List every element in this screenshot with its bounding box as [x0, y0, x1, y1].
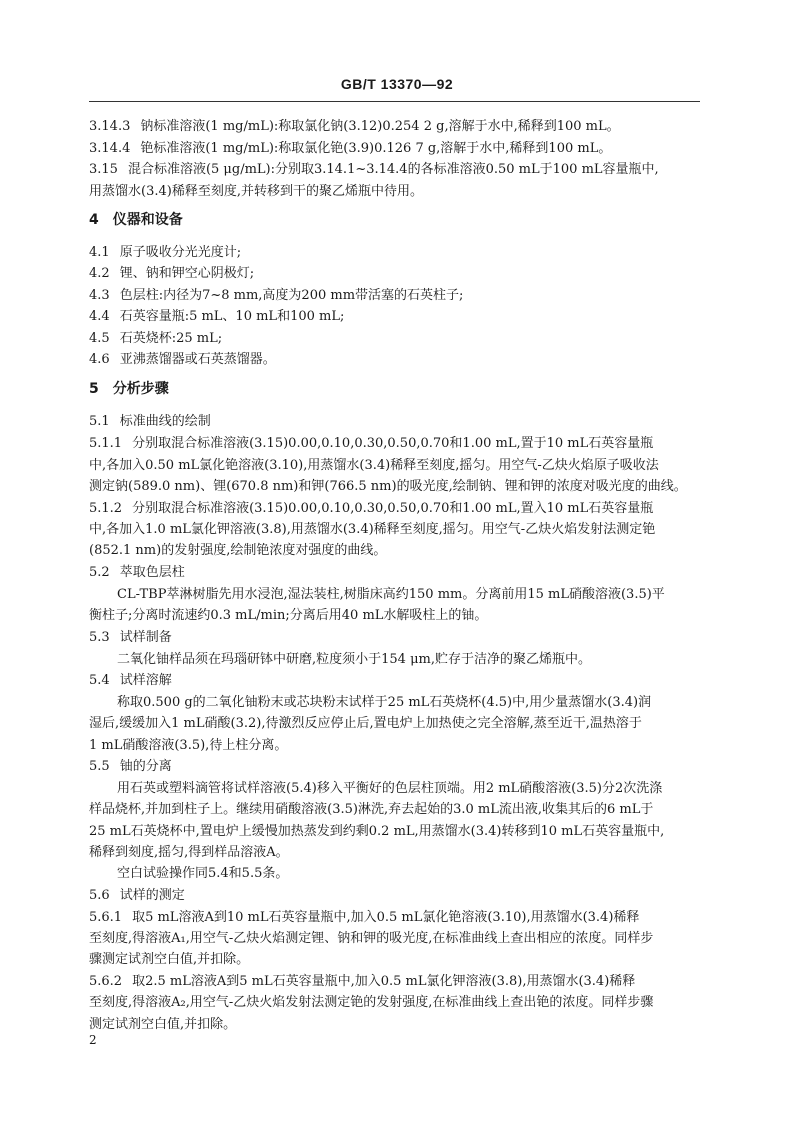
text-line: [117, 652, 591, 668]
clause-text: 湿后,缓缓加入1 mL硝酸(3.2),待激烈反应停止后,置电炉上加热使之完全溶解,蒸至近干,温热溶于: [89, 716, 642, 731]
clause-text: 测定试剂空白值,并扣除。: [89, 1017, 237, 1032]
clause-text: 中,各加入1.0 mL氯化钾溶液(3.8),用蒸馏水(3.4)稀释至刻度,摇匀。用空气-乙炔火焰发射法测定铯: [89, 522, 656, 537]
text-line: [89, 245, 241, 261]
text-line: [89, 716, 642, 732]
text-line: [89, 414, 211, 430]
clause-number: 5.1: [89, 414, 110, 429]
clause-text: 中,各加入0.50 mL氯化铯溶液(3.10),用蒸馏水(3.4)稀释至刻度,摇匀。用空气-乙炔火焰原子吸收法: [89, 458, 659, 473]
text-line: [89, 952, 249, 968]
clause-text: 分析步骤: [112, 381, 169, 397]
clause-number: 4.6: [89, 352, 110, 367]
text-line: [89, 910, 639, 926]
text-line: [117, 781, 662, 797]
clause-number: 4.5: [89, 331, 110, 346]
clause-number: 4.1: [89, 245, 110, 260]
clause-text: 试样的测定: [119, 888, 185, 903]
text-line: [89, 931, 653, 947]
text-line: [117, 587, 665, 603]
clause-text: 分别取混合标准溶液(3.15)0.00,0.10,0.30,0.50,0.70和1.00 mL,置于10 mL石英容量瓶: [132, 436, 654, 451]
clause-number: 5.1.1: [89, 436, 123, 451]
clause-number: 5.3: [89, 630, 110, 645]
clause-text: 稀释到刻度,摇匀,得到样品溶液A。: [89, 845, 289, 860]
text-line: [89, 888, 185, 904]
clause-number: 5.2: [89, 565, 110, 580]
clause-number: 3.14.3: [89, 119, 131, 134]
clause-number: 5.6.1: [89, 910, 123, 925]
text-line: [89, 522, 655, 538]
clause-text: 标准曲线的绘制: [119, 414, 211, 429]
text-line: [89, 141, 611, 157]
text-line: [89, 608, 487, 624]
clause-number: 5.4: [89, 673, 110, 688]
clause-text: 试样制备: [119, 630, 172, 645]
clause-text: 铀的分离: [119, 759, 172, 774]
text-line: [89, 565, 185, 581]
text-line: [89, 288, 463, 304]
clause-number: 4.3: [89, 288, 110, 303]
text-line: [89, 824, 664, 840]
text-line: [89, 802, 653, 818]
clause-text: 取5 mL溶液A到10 mL石英容量瓶中,加入0.5 mL氯化铯溶液(3.10),用蒸馏水(3.4)稀释: [132, 910, 640, 925]
text-line: [89, 352, 276, 368]
clause-text: CL-TBP萃淋树脂先用水浸泡,湿法装柱,树脂床高约150 mm。分离前用15 mL硝酸溶液(3.5)平: [117, 587, 665, 602]
text-line: [89, 479, 687, 495]
text-line: [89, 501, 653, 517]
clause-number: 5.5: [89, 759, 110, 774]
clause-text: 至刻度,得溶液A₂,用空气-乙炔火焰发射法测定铯的发射强度,在标准曲线上查出铯的浓度。同样步骤: [89, 995, 654, 1010]
clause-text: 用蒸馏水(3.4)稀释至刻度,并转移到干的聚乙烯瓶中待用。: [89, 184, 423, 199]
clause-text: 骤测定试剂空白值,并扣除。: [89, 952, 250, 967]
text-line: [89, 184, 423, 200]
text-line: [89, 995, 653, 1011]
text-line: [89, 759, 172, 775]
text-line: [117, 866, 288, 882]
text-line: [89, 436, 653, 452]
text-line: [89, 630, 172, 646]
text-line: [117, 695, 651, 711]
text-line: [89, 331, 222, 347]
clause-text: (852.1 nm)的发射强度,绘制铯浓度对强度的曲线。: [89, 543, 387, 558]
clause-text: 用石英或塑料滴管将试样溶液(5.4)移入平衡好的色层柱顶端。用2 mL硝酸溶液(3.5)分2次洗涤: [117, 781, 663, 796]
text-line: [89, 458, 659, 474]
clause-number: 3.15: [89, 162, 118, 177]
clause-text: 样品烧杯,并加到柱子上。继续用硝酸溶液(3.5)淋洗,弃去起始的3.0 mL流出液,收集其后的6 mL于: [89, 802, 654, 817]
text-line: [89, 1017, 236, 1033]
clause-text: 二氧化铀样品须在玛瑙研钵中研磨,粒度须小于154 μm,贮存于洁净的聚乙烯瓶中。: [117, 652, 591, 667]
text-line: [89, 266, 254, 282]
clause-text: 空白试验操作同5.4和5.5条。: [117, 866, 289, 881]
text-line: [89, 162, 659, 178]
clause-text: 至刻度,得溶液A₁,用空气-乙炔火焰测定锂、钠和钾的吸光度,在标准曲线上查出相应的浓度。同样步: [89, 931, 654, 946]
header-rule: [89, 101, 700, 102]
clause-text: 石英容量瓶:5 mL、10 mL和100 mL;: [119, 309, 345, 324]
clause-text: 试样溶解: [119, 673, 172, 688]
clause-text: 混合标准溶液(5 μg/mL):分别取3.14.1~3.14.4的各标准溶液0.50 mL于100 mL容量瓶中,: [127, 162, 659, 177]
page-number: 2: [89, 1033, 97, 1047]
clause-number: 4.2: [89, 266, 110, 281]
standard-header: GB/T 13370—92: [340, 76, 454, 92]
text-line: [89, 309, 344, 325]
clause-text: 取2.5 mL溶液A到5 mL石英容量瓶中,加入0.5 mL氯化钾溶液(3.8),用蒸馏水(3.4)稀释: [132, 974, 636, 989]
clause-text: 铯标准溶液(1 mg/mL):称取氯化铯(3.9)0.126 7 g,溶解于水中,稀释到100 mL。: [140, 141, 612, 156]
clause-number: 4: [89, 212, 99, 228]
section-heading: [89, 381, 169, 397]
clause-text: 衡柱子;分离时流速约0.3 mL/min;分离后用40 mL水解吸柱上的铀。: [89, 608, 488, 623]
text-line: [89, 845, 289, 861]
clause-number: 5: [89, 381, 99, 397]
text-line: [89, 543, 386, 559]
clause-number: 4.4: [89, 309, 110, 324]
clause-text: 锂、钠和钾空心阴极灯;: [119, 266, 255, 281]
clause-text: 测定钠(589.0 nm)、锂(670.8 nm)和钾(766.5 nm)的吸光度,绘制钠、锂和钾的浓度对吸光度的曲线。: [89, 479, 687, 494]
clause-number: 5.1.2: [89, 501, 123, 516]
clause-text: 石英烧杯:25 mL;: [119, 331, 223, 346]
clause-text: 钠标准溶液(1 mg/mL):称取氯化钠(3.12)0.254 2 g,溶解于水中,稀释到100 mL。: [140, 119, 620, 134]
text-line: [89, 974, 635, 990]
clause-text: 萃取色层柱: [119, 565, 185, 580]
clause-text: 色层柱:内径为7~8 mm,高度为200 mm带活塞的石英柱子;: [119, 288, 464, 303]
clause-text: 仪器和设备: [112, 212, 183, 228]
text-line: [89, 673, 172, 689]
clause-text: 原子吸收分光光度计;: [119, 245, 242, 260]
clause-text: 称取0.500 g的二氧化铀粉末或芯块粉末试样于25 mL石英烧杯(4.5)中,用少量蒸馏水(3.4)润: [117, 695, 652, 710]
clause-text: 分别取混合标准溶液(3.15)0.00,0.10,0.30,0.50,0.70和1.00 mL,置入10 mL石英容量瓶: [132, 501, 654, 516]
text-line: [89, 119, 620, 135]
clause-text: 1 mL硝酸溶液(3.5),待上柱分离。: [89, 738, 288, 753]
clause-number: 5.6: [89, 888, 110, 903]
clause-text: 25 mL石英烧杯中,置电炉上缓慢加热蒸发到约剩0.2 mL,用蒸馏水(3.4)转移到10 mL石英容量瓶中,: [89, 824, 665, 839]
clause-number: 3.14.4: [89, 141, 131, 156]
clause-text: 亚沸蒸馏器或石英蒸馏器。: [119, 352, 276, 367]
section-heading: [89, 212, 183, 228]
text-line: [89, 738, 287, 754]
clause-number: 5.6.2: [89, 974, 123, 989]
